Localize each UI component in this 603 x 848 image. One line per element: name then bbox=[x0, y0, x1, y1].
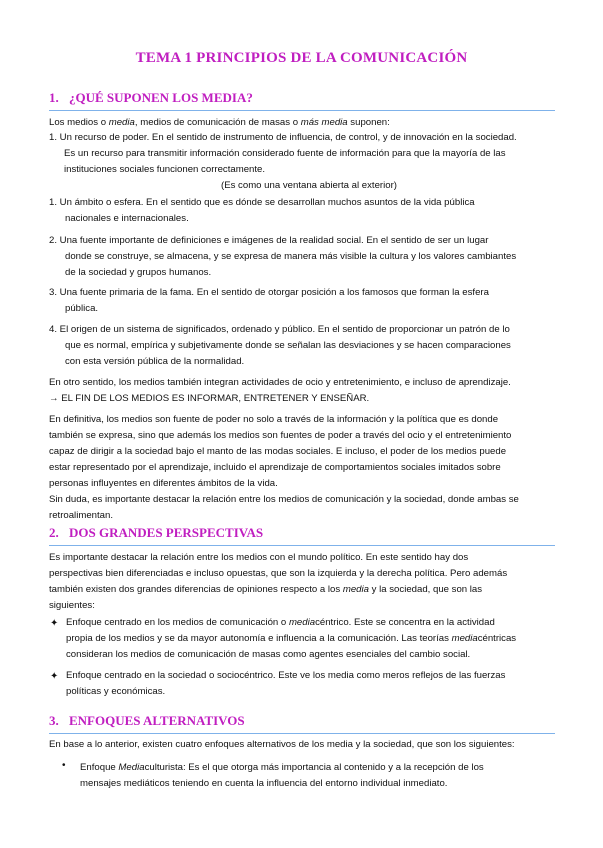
line bbox=[66, 631, 576, 647]
line: En definitiva, los medios son fuente de poder no solo a través de la información y la política que es donde bbox=[49, 414, 499, 425]
section-heading-3 bbox=[49, 713, 555, 734]
text-run: suponen: bbox=[347, 117, 390, 128]
diamond-bullet-icon: ✦ bbox=[50, 618, 59, 629]
text-run: , medios de comunicación de masas o bbox=[134, 117, 301, 128]
text-run-italic: media bbox=[451, 633, 478, 644]
line: 3. Una fuente primaria de la fama. En el sentido de otorgar posición a los famosos que forman la esfera bbox=[49, 287, 489, 298]
line: pública. bbox=[65, 303, 99, 314]
text-run: y la sociedad, que son las bbox=[369, 584, 483, 595]
list-item-2 bbox=[49, 195, 569, 227]
text-run: Enfoque centrado en los medios de comunicación o bbox=[66, 617, 289, 628]
text-run: Enfoque bbox=[80, 762, 119, 773]
paragraph-enfoques: En base a lo anterior, existen cuatro enfoques alternativos de los media y la sociedad, que son los siguientes: bbox=[49, 739, 515, 750]
text-run-italic: media bbox=[288, 617, 316, 628]
line: de la sociedad y grupos humanos. bbox=[65, 267, 212, 278]
section-number: 1. bbox=[49, 90, 59, 105]
line: (Es como una ventana abierta al exterior) bbox=[221, 180, 397, 191]
section-title: ¿QUÉ SUPONEN LOS MEDIA? bbox=[69, 90, 253, 105]
line: 2. Una fuente importante de definiciones e imágenes de la realidad social. En el sentido de ser un lugar bbox=[49, 235, 489, 246]
line: capaz de dirigir a la sociedad bajo el manto de las modas sociales. E incluso, el poder de los medios puede bbox=[49, 446, 507, 457]
paragraph-perspectivas bbox=[49, 550, 574, 614]
line: perspectivas bien diferenciadas e incluso opuestas, que son la izquierda y la derecha política. Pero además bbox=[49, 568, 508, 579]
list-item-5 bbox=[49, 322, 579, 370]
bullet-item-mediaculturista bbox=[80, 760, 580, 792]
text-run-italic: media bbox=[108, 117, 135, 128]
section-heading-2 bbox=[49, 525, 555, 546]
line: 1. Un ámbito o esfera. En el sentido que es dónde se desarrollan muchos asuntos de la vida pública bbox=[49, 197, 475, 208]
paragraph-definitiva bbox=[49, 412, 579, 524]
line: → EL FIN DE LOS MEDIOS ES INFORMAR, ENTRETENER Y ENSEÑAR. bbox=[49, 393, 370, 404]
line bbox=[66, 615, 576, 631]
paragraph-ocio bbox=[49, 375, 574, 407]
line: también se expresa, sino que además los medios son fuentes de poder a través del ocio y el entretenimiento bbox=[49, 430, 512, 441]
line: Enfoque centrado en la sociedad o sociocéntrico. Este ve los media como meros reflejos de las fuerzas bbox=[66, 670, 506, 681]
intro-paragraph bbox=[49, 115, 569, 131]
line: Es un recurso para transmitir información considerado fuente de información para que la mayoría de las bbox=[64, 148, 506, 159]
bullet-item-mediacentrico bbox=[66, 615, 576, 663]
list-item-4 bbox=[49, 285, 569, 317]
line: 4. El origen de un sistema de significados, ordenado y público. En el sentido de proporcionar un patrón de lo bbox=[49, 324, 510, 335]
line: Sin duda, es importante destacar la relación entre los medios de comunicación y la sociedad, donde ambas se bbox=[49, 494, 519, 505]
text-run: también existen dos grandes diferencias de opiniones respecto a los bbox=[49, 584, 343, 595]
line: personas influyentes en diferentes ámbitos de la vida. bbox=[49, 478, 278, 489]
text-run-italic: media bbox=[342, 584, 369, 595]
line: nacionales e internacionales. bbox=[65, 213, 189, 224]
bullet-item-sociocentrico bbox=[66, 668, 576, 700]
text-run: céntrico. Este se concentra en la actividad bbox=[315, 617, 495, 628]
text-run-italic: Media bbox=[118, 762, 145, 773]
section-heading-1 bbox=[49, 90, 555, 111]
text-run: propia de los medios y se da mayor autonomía e influencia a la comunicación. Las teorías bbox=[66, 633, 452, 644]
line: mensajes mediáticos teniendo en cuenta la influencia del entorno individual inmediato. bbox=[80, 778, 448, 789]
line bbox=[49, 582, 574, 598]
text-run: culturista: Es el que otorga más importancia al contenido y a la recepción de los bbox=[144, 762, 484, 773]
section-number: 2. bbox=[49, 525, 59, 540]
text-run: Los medios o bbox=[49, 117, 109, 128]
line: retroalimentan. bbox=[49, 510, 113, 521]
section-title: ENFOQUES ALTERNATIVOS bbox=[69, 713, 245, 728]
text-run: céntricas bbox=[477, 633, 517, 644]
line: instituciones sociales funcionen correctamente. bbox=[64, 164, 266, 175]
line: Es importante destacar la relación entre los medios con el mundo político. En este sentido hay dos bbox=[49, 552, 469, 563]
section-number: 3. bbox=[49, 713, 59, 728]
line: donde se construye, se almacena, y se expresa de manera más visible la cultura y los valores cambiantes bbox=[65, 251, 517, 262]
line: En otro sentido, los medios también integran actividades de ocio y entretenimiento, e incluso de aprendizaje. bbox=[49, 377, 511, 388]
list-item-3 bbox=[49, 233, 574, 281]
section-title: DOS GRANDES PERSPECTIVAS bbox=[69, 525, 264, 540]
line: consideran los medios de comunicación de masas como agentes esenciales del cambio social. bbox=[66, 649, 471, 660]
dot-bullet-icon: • bbox=[62, 760, 66, 771]
text-run-italic: más media bbox=[300, 117, 348, 128]
diamond-bullet-icon: ✦ bbox=[50, 671, 59, 682]
line: 1. Un recurso de poder. En el sentido de instrumento de influencia, de control, y de innovación en la sociedad. bbox=[49, 132, 517, 143]
line bbox=[80, 760, 580, 776]
list-item-1 bbox=[49, 130, 569, 194]
line: con esta versión pública de la normalidad. bbox=[65, 356, 245, 367]
line: políticas y económicas. bbox=[66, 686, 166, 697]
page-title: TEMA 1 PRINCIPIOS DE LA COMUNICACIÓN bbox=[135, 50, 468, 66]
line: siguientes: bbox=[49, 600, 95, 611]
line: que es normal, empírica y subjetivamente donde se señalan las desviaciones y se hacen comparaciones bbox=[65, 340, 511, 351]
line: estar representado por el aprendizaje, incluido el aprendizaje de comportamientos sociales imitados sobre bbox=[49, 462, 501, 473]
